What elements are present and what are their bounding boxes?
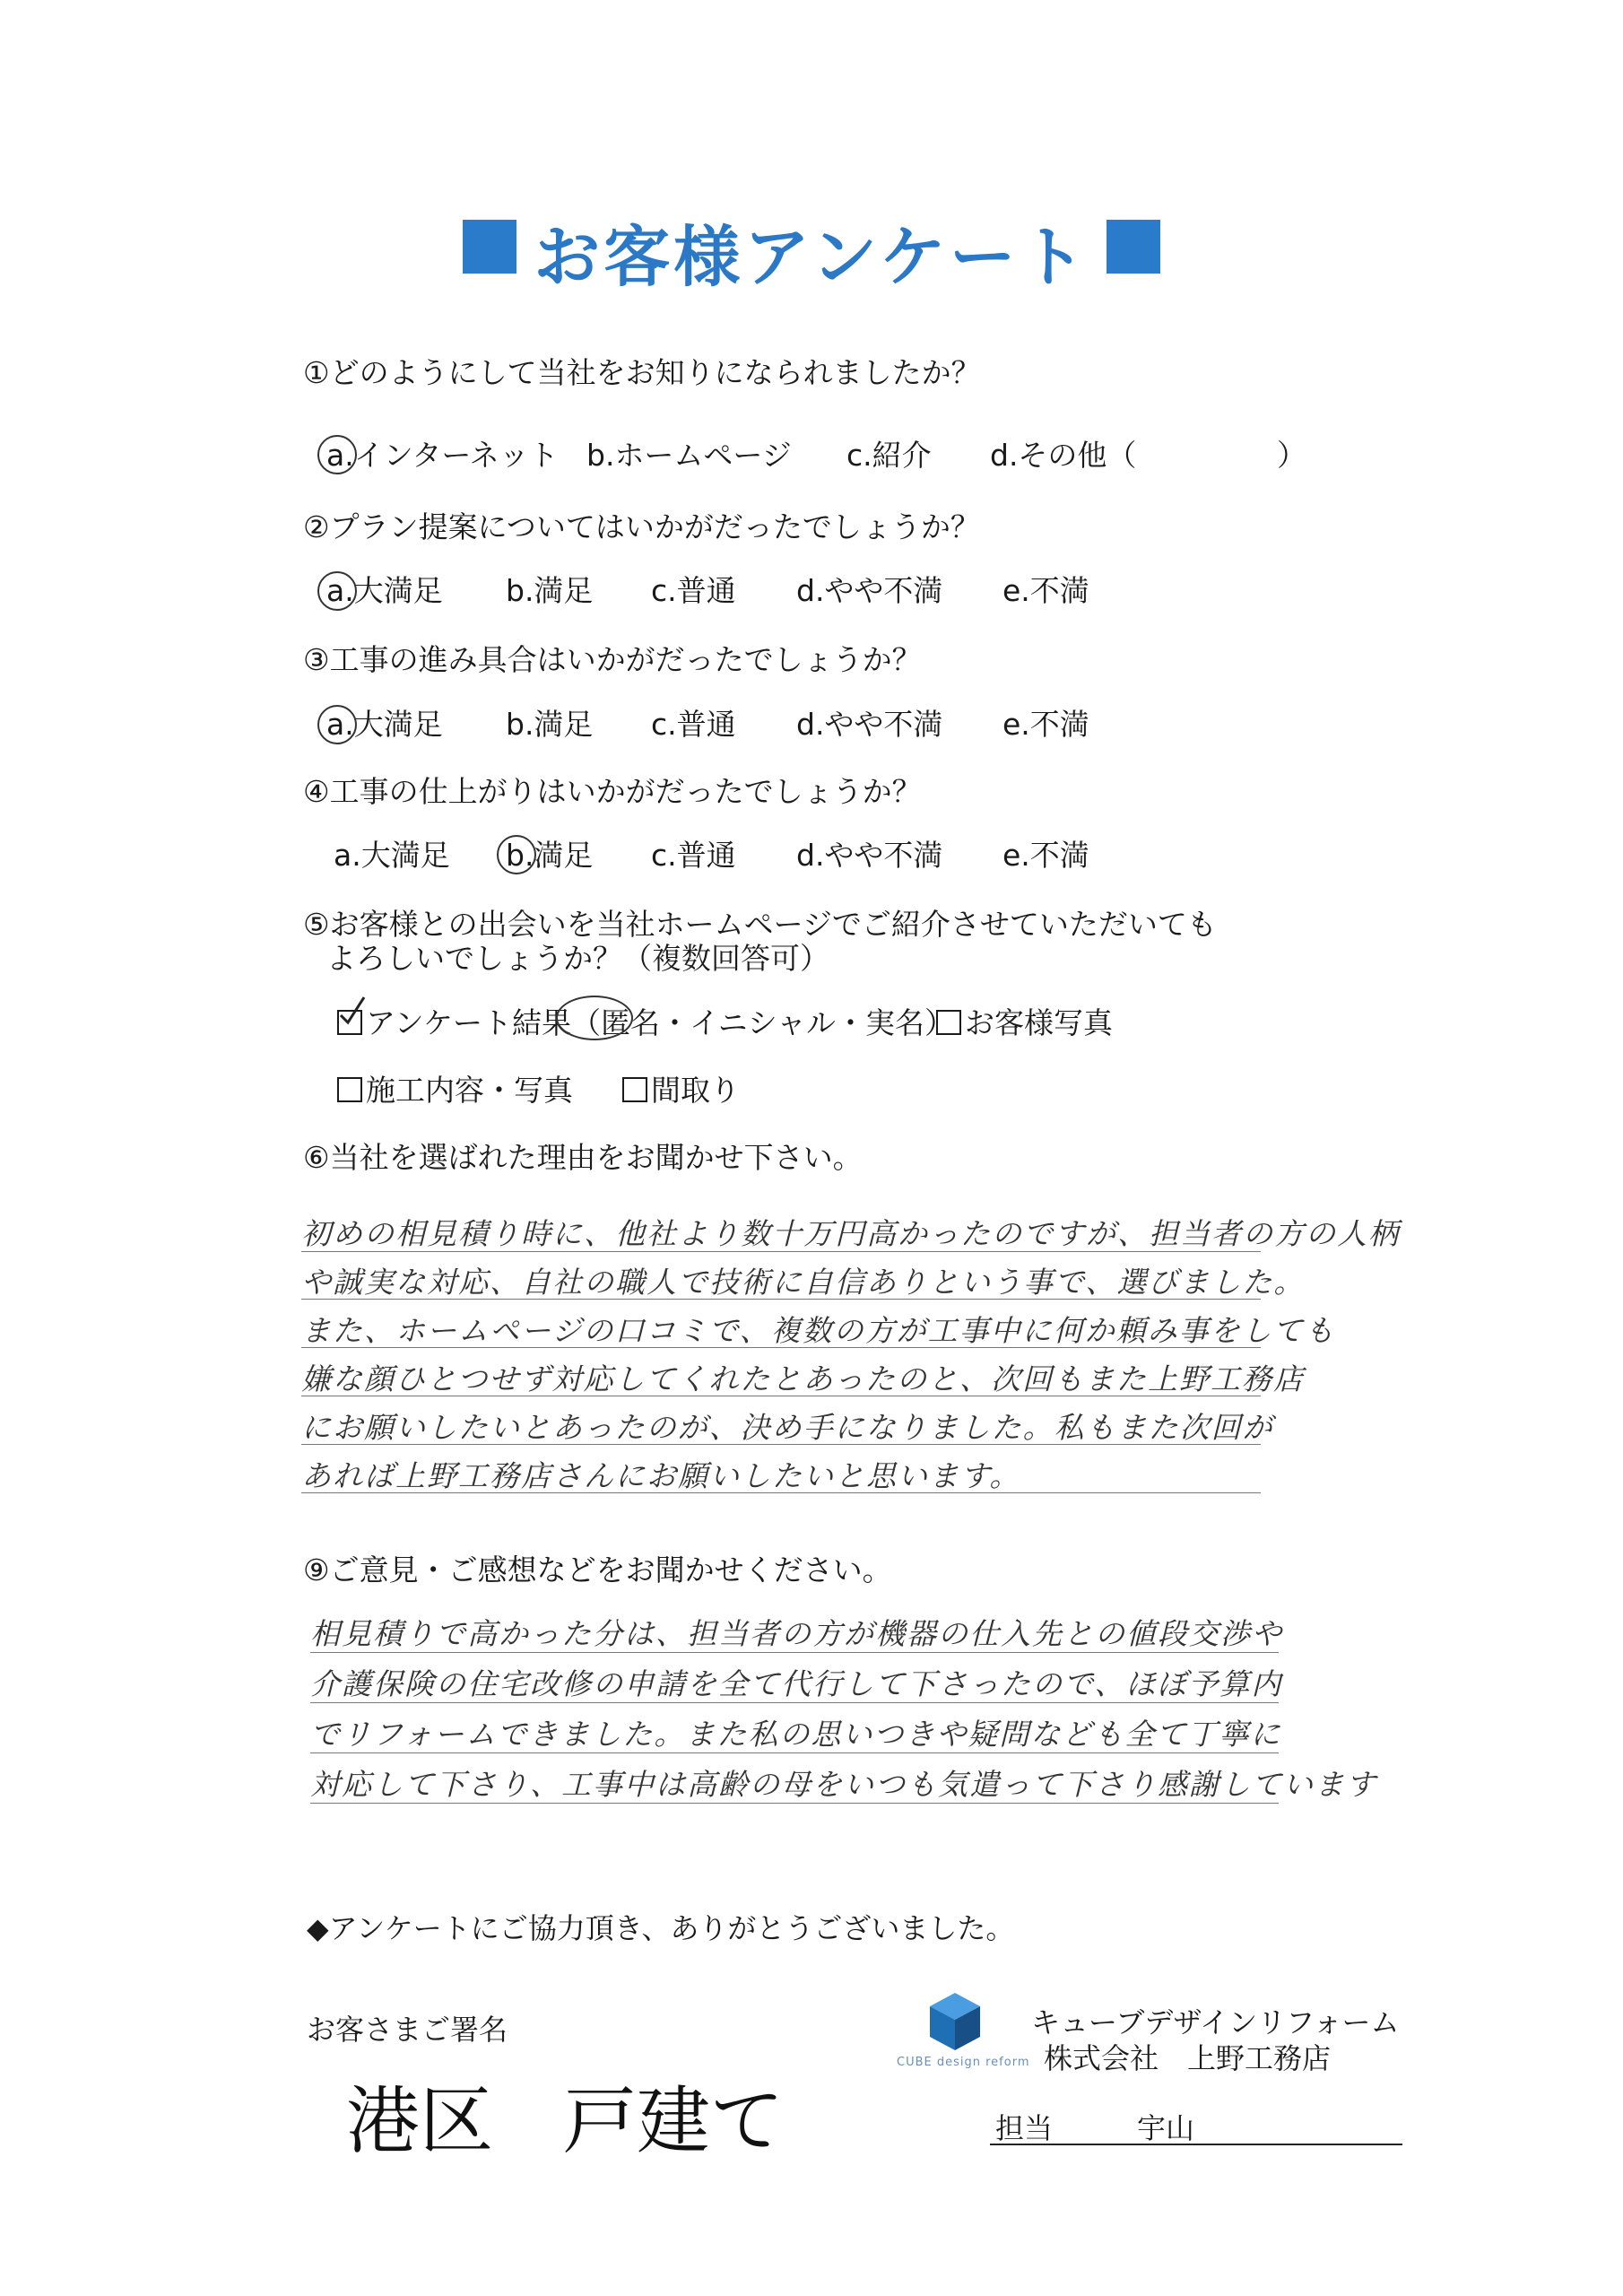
q6-question: ⑥当社を選ばれた理由をお聞かせ下さい。 [303, 1140, 863, 1175]
q6-answer-line: 嫌な顔ひとつせず対応してくれたとあったのと、次回もまた上野工務店 [301, 1361, 1306, 1396]
signature-ward: 港区 [346, 2079, 494, 2164]
q2-question: ②プラン提案についてはいかがだったでしょうか？ [303, 509, 980, 544]
q5-question-line1: ⑤お客様との出会いを当社ホームページでご紹介させていただいても [303, 907, 1217, 942]
q3-question: ③工事の進み具合はいかがだったでしょうか？ [303, 642, 922, 677]
q9-answer-line: 介護保険の住宅改修の申請を全て代行して下さったので、ほぼ予算内 [310, 1666, 1283, 1701]
q5-question-line2: よろしいでしょうか？（複数回答可） [326, 941, 829, 976]
cube-logo-icon [927, 1991, 983, 2054]
q2-option-e: e.不満 [1002, 573, 1089, 608]
q4-option-c: c.普通 [651, 838, 736, 873]
thanks-message: ◆アンケートにご協力頂き、ありがとうございました。 [307, 1911, 1015, 1945]
q2-option-b: b.満足 [506, 573, 594, 608]
page-title: お客様アンケート [534, 219, 1089, 296]
q5-option-results: アンケート結果（匿名・イニシャル・実名） [337, 1000, 954, 1042]
q5-option-construction: 施工内容・写真 [337, 1067, 573, 1109]
q1-option-b: b.ホームページ [586, 438, 792, 473]
q5-photo-checkbox [936, 1010, 961, 1035]
q3-option-d: d.やや不満 [796, 707, 943, 742]
staff-name: 宇山 [1137, 2111, 1195, 2145]
title-row [0, 204, 1623, 303]
q1-option-c: c.紹介 [846, 438, 932, 473]
q3-option-a: a.大満足 [326, 707, 443, 742]
title-left-square-icon [463, 220, 516, 274]
q3-option-c: c.普通 [651, 707, 736, 742]
q4-option-b: b.満足 [506, 838, 594, 873]
q9-answer-line: 対応して下さり、工事中は高齢の母をいつも気遣って下さり感謝しています [310, 1767, 1377, 1802]
q5-option-photo: お客様写真 [936, 1000, 1113, 1042]
q1-option-a: a.インターネット [326, 438, 559, 473]
q3-option-b: b.満足 [506, 707, 594, 742]
q1-option-d-close: ） [1277, 438, 1306, 473]
q9-question: ⑨ご意見・ご感想などをお聞かせください。 [303, 1552, 892, 1587]
staff-underline [990, 2144, 1402, 2145]
q4-option-a: a.大満足 [334, 838, 450, 873]
q4-question: ④工事の仕上がりはいかがだったでしょうか？ [303, 774, 922, 809]
q5-floorplan-checkbox [622, 1077, 647, 1102]
q6-answer-line: また、ホームページの口コミで、複数の方が工事中に何か頼み事をしても [301, 1313, 1336, 1348]
q1-question: ①どのようにして当社をお知りになられましたか？ [303, 355, 981, 390]
q5-check-mark-icon [337, 994, 368, 1030]
q4-option-d: d.やや不満 [796, 838, 943, 873]
q6-answer-line: 初めの相見積り時に、他社より数十万円高かったのですが、担当者の方の人柄 [301, 1216, 1400, 1251]
q5-option-floorplan: 間取り [622, 1067, 740, 1109]
q2-option-a: a.大満足 [326, 573, 443, 608]
q5-anonymous-circle [556, 996, 633, 1040]
cube-logo-text: CUBE design reform [897, 2056, 1030, 2069]
title-right-square-icon [1107, 220, 1160, 274]
company-name-line2: 株式会社 上野工務店 [1044, 2041, 1332, 2075]
q9-answer-line: 相見積りで高かった分は、担当者の方が機器の仕入先との値段交渉や [310, 1616, 1283, 1651]
company-name-line1: キューブデザインリフォーム [1031, 2005, 1400, 2039]
q9-answer-line: でリフォームできました。また私の思いつきや疑問なども全て丁寧に [310, 1717, 1282, 1752]
q2-option-c: c.普通 [651, 573, 736, 608]
q3-option-e: e.不満 [1002, 707, 1089, 742]
q2-option-d: d.やや不満 [796, 573, 943, 608]
q4-option-e: e.不満 [1002, 838, 1089, 873]
signature-label: お客さまご署名 [307, 2013, 508, 2047]
q1-option-d: d.その他（ [990, 438, 1137, 473]
signature-type: 戸建て [563, 2079, 785, 2164]
q5-construction-checkbox [337, 1077, 362, 1102]
q6-answer-line: や誠実な対応、自社の職人で技術に自信ありという事で、選びました。 [301, 1265, 1306, 1300]
q6-answer-line: あれば上野工務店さんにお願いしたいと思います。 [301, 1458, 1021, 1493]
q6-answer-line: にお願いしたいとあったのが、決め手になりました。私もまた次回が [301, 1410, 1274, 1445]
staff-label: 担当 [995, 2111, 1054, 2145]
